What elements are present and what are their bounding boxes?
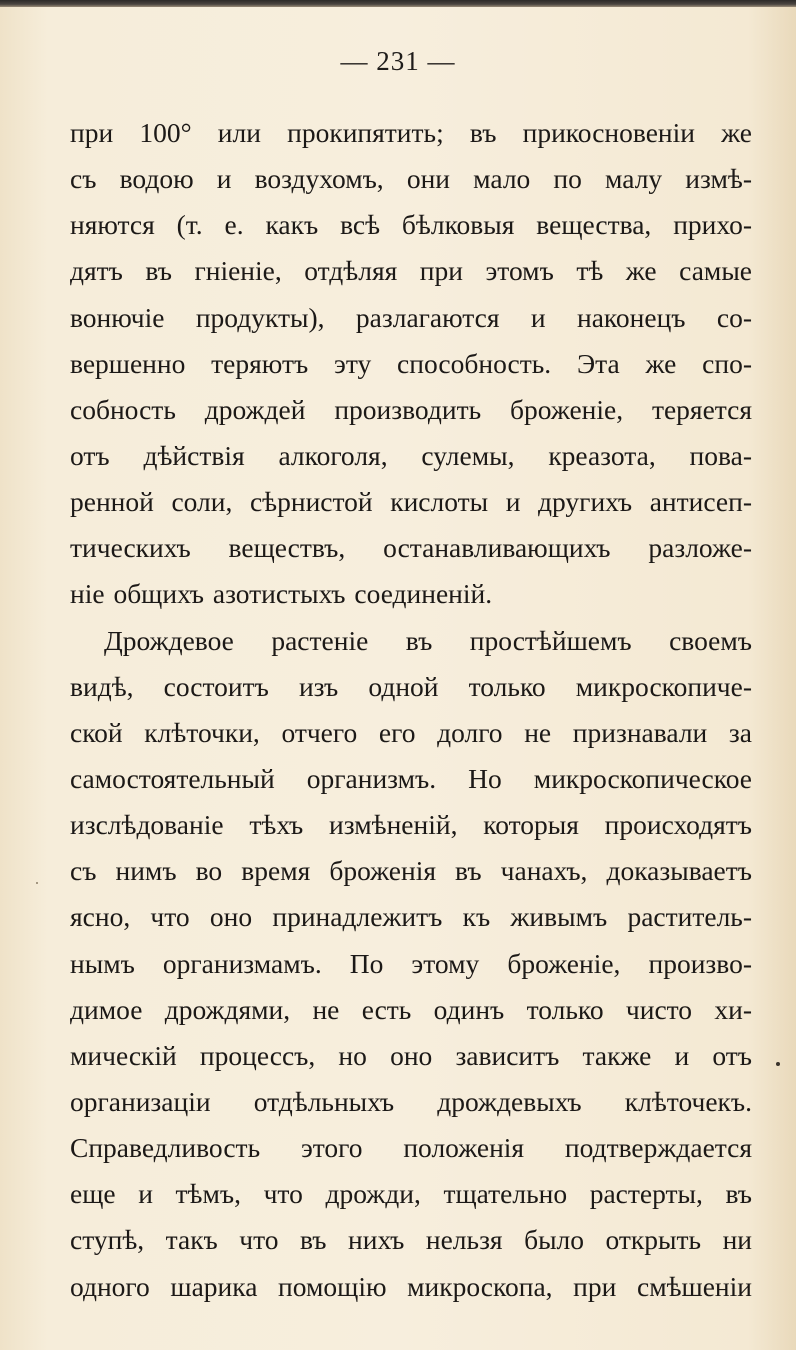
text-line: тическихъ веществъ, останавливающихъ разложе-: [70, 532, 752, 564]
text-line: организацiи отдѣльныхъ дрождевыхъ клѣточекъ.: [70, 1085, 752, 1117]
text-line: при 100° или прокипятить; въ прикосновенiи же: [70, 117, 752, 148]
text-line: ренной соли, сѣрнистой кислоты и другихъ антисеп-: [70, 486, 752, 518]
text-line: димое дрождями, не есть одинъ только чисто хи-: [70, 993, 752, 1025]
text-line: одного шарика помощiю микроскопа, при смѣшенiи: [70, 1270, 752, 1302]
text-line: ской клѣточки, отчего его долго не признавали за: [70, 716, 752, 748]
text-line: съ водою и воздухомъ, они мало по малу измѣ-: [70, 163, 752, 195]
text-line: самостоятельный организмъ. Но микроскопическое: [70, 762, 752, 794]
text-line: ступѣ, такъ что въ нихъ нельзя было открыть ни: [70, 1224, 752, 1256]
text-line: собность дрождей производить броженiе, теряется: [70, 393, 752, 425]
text-line: дятъ въ гнiенiе, отдѣляя при этомъ тѣ же самые: [70, 255, 752, 287]
text-line: вершенно теряютъ эту способность. Эта же спо-: [70, 347, 752, 379]
text-line: нiе общихъ азотистыхъ соединенiй.: [70, 578, 493, 610]
text-line: Дрождевое растенiе въ простѣйшемъ своемъ: [104, 624, 752, 656]
text-line: еще и тѣмъ, что дрожди, тщательно растерты, въ: [70, 1178, 752, 1210]
body-text: [70, 110, 752, 1310]
margin-mark: [776, 1062, 780, 1066]
text-line: вонючiе продукты), разлагаются и наконецъ со-: [70, 301, 752, 333]
margin-speck: [36, 882, 38, 884]
page-top-edge: [0, 0, 796, 7]
text-line: видѣ, состоитъ изъ одной только микроскопиче-: [70, 670, 752, 702]
text-line: няются (т. е. какъ всѣ бѣлковыя вещества, прихо-: [70, 209, 752, 241]
text-line: отъ дѣйствiя алкоголя, сулемы, креазота, пова-: [70, 439, 752, 471]
text-line: нымъ организмамъ. По этому броженiе, произво-: [70, 947, 752, 979]
text-line: Справедливость этого положенiя подтверждается: [70, 1132, 752, 1164]
text-line: съ нимъ во время броженiя въ чанахъ, доказываетъ: [70, 855, 752, 887]
text-line: ясно, что оно принадлежитъ къ живымъ раститель-: [70, 901, 752, 933]
page-number: — 231 —: [340, 46, 456, 76]
text-line: изслѣдованiе тѣхъ измѣненiй, которыя происходятъ: [70, 809, 752, 841]
text-line: мическiй процессъ, но оно зависитъ также и отъ: [70, 1039, 752, 1071]
